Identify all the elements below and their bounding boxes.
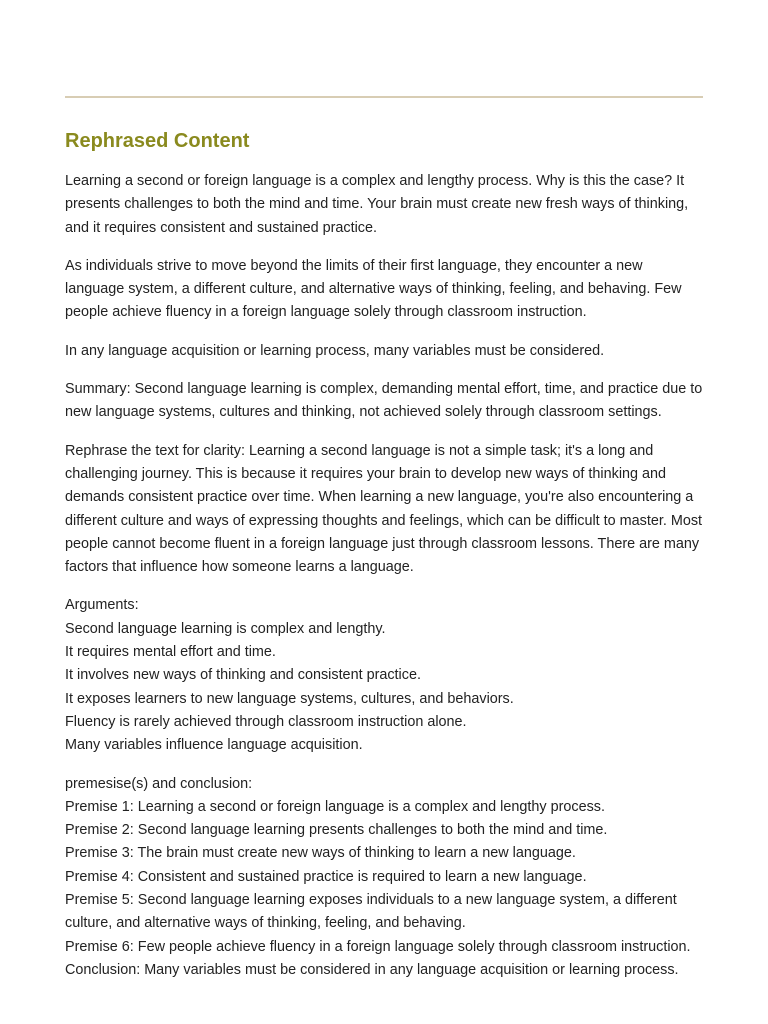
premise-item: Premise 1: Learning a second or foreign language is a complex and lengthy process. [65, 798, 605, 815]
premise-item: Premise 6: Few people achieve fluency in a foreign language solely through classroom instruction. [65, 938, 691, 955]
argument-item: Second language learning is complex and lengthy. [65, 620, 386, 637]
paragraph-first-language: As individuals strive to move beyond the limits of their first language, they encounter a new language system, a different culture, and alternative ways of thinking, feeling, and behaving. Few people achieve fluency in a foreign language solely through classroom instruction. [65, 257, 682, 321]
argument-item: Fluency is rarely achieved through classroom instruction alone. [65, 713, 467, 730]
premises-label: premesise(s) and conclusion: [65, 775, 253, 792]
top-divider [65, 96, 703, 98]
premises-block [65, 773, 705, 983]
argument-item: Many variables influence language acquisition. [65, 737, 363, 754]
premise-item: Premise 4: Consistent and sustained practice is required to learn a new language. [65, 868, 587, 885]
premise-item: Premise 5: Second language learning exposes individuals to a new language system, a different culture, and alternative ways of thinking, feeling, and behaving. [65, 892, 677, 932]
premise-item: Premise 3: The brain must create new ways of thinking to learn a new language. [65, 845, 576, 862]
arguments-label: Arguments: [65, 597, 139, 614]
document-body [65, 170, 705, 997]
argument-item: It requires mental effort and time. [65, 644, 276, 661]
argument-item: It involves new ways of thinking and consistent practice. [65, 667, 421, 684]
paragraph-intro: Learning a second or foreign language is a complex and lengthy process. Why is this the case? It presents challenges to both the mind and time. Your brain must create new fresh ways of thinking, and it requires consistent and sustained practice. [65, 173, 689, 236]
paragraph-rephrased: Rephrase the text for clarity: Learning a second language is not a simple task; it's a long and challenging journey. This is because it requires your brain to develop new ways of thinking and demands consistent practice over time. When learning a new language, you're also encountering a different culture and ways of expressing thoughts and feelings, which can be difficult to master. Most people cannot become fluent in a foreign language just through classroom lessons. There are many factors that influence how someone learns a language. [65, 442, 703, 576]
page-title: Rephrased Content [65, 130, 250, 152]
premise-item: Premise 2: Second language learning presents challenges to both the mind and time. [65, 822, 608, 839]
paragraph-variables: In any language acquisition or learning process, many variables must be considered. [65, 342, 605, 359]
argument-item: It exposes learners to new language systems, cultures, and behaviors. [65, 690, 514, 707]
paragraph-summary: Summary: Second language learning is complex, demanding mental effort, time, and practice due to new language systems, cultures and thinking, not achieved solely through classroom settings. [65, 381, 703, 421]
conclusion-item: Conclusion: Many variables must be considered in any language acquisition or learning process. [65, 961, 679, 978]
arguments-block [65, 594, 705, 757]
